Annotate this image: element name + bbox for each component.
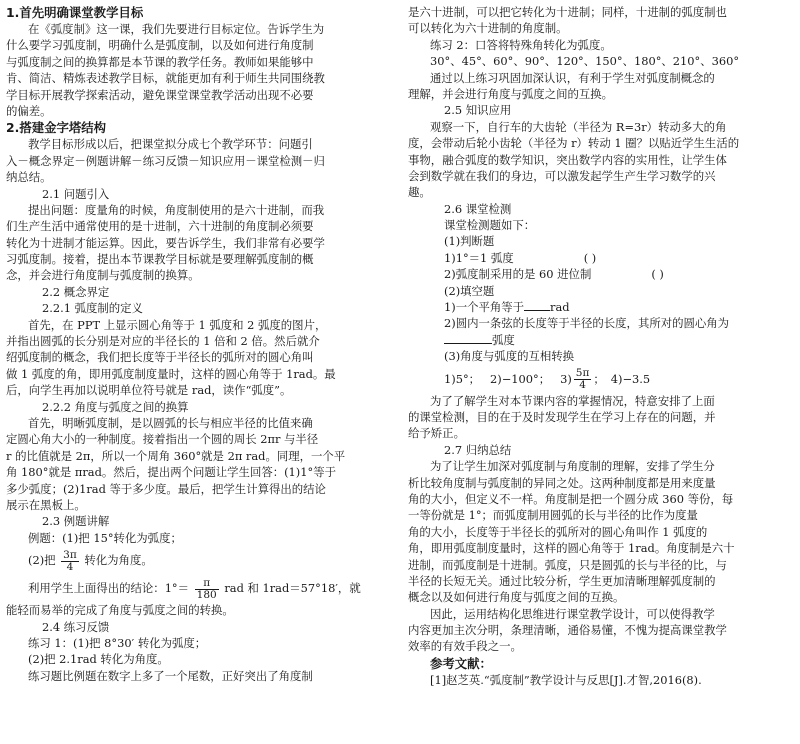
paragraph-line: 教学目标形成以后，把课堂拟分成七个教学环节：问题引: [28, 137, 313, 152]
reference-item: [1]赵芝英.“弧度制”教学设计与反思[J].才智,2016(8).: [430, 672, 702, 687]
section-heading: 2.3 例题讲解: [42, 514, 110, 529]
test-item: [408, 299, 796, 315]
section-heading: 2.7 归纳总结: [444, 442, 512, 457]
paragraph-line: 进制，而弧度制是十进制。弧度，只是圆弧的长与半径的比，与: [408, 557, 727, 572]
paragraph-line: 在《弧度制》这一课，我们先要进行目标定位。告诉学生为: [28, 22, 325, 36]
test-item: [408, 266, 796, 282]
example-line-fraction: [6, 546, 394, 574]
paragraph-line: 首先，明晰弧度制，是以圆弧的长与相应半径的比值来确: [28, 415, 313, 430]
paragraph-line: 念，并会进行角度制与弧度制的换算。: [6, 268, 200, 283]
paragraph-line: 定圆心角大小的一种制度。接着指出一个圆的周长 2πr 与半径: [6, 432, 319, 447]
test-part-heading: (2)填空题: [444, 283, 495, 298]
references-heading: 参考文献：: [430, 655, 492, 671]
paragraph-line: 纳总结。: [6, 170, 52, 185]
conversion-item-1: 1)5°；: [444, 371, 481, 386]
paragraph-line: 事物，融合弧度的数学知识，突出数学内容的实用性，让学生体: [408, 152, 727, 167]
conclusion-suffix: rad 和 1rad＝57°18′，就: [224, 581, 361, 596]
paragraph-line: 角，即用弧度制度量时，这样的圆心角等于 1rad。角度制是六十: [408, 541, 735, 556]
heading-pyramid-structure: 2.搭建金字塔结构: [6, 120, 107, 136]
practice-line: 练习 2：口答将特殊角转化为弧度。: [430, 37, 612, 52]
paragraph-line: 度，会带动后轮小齿轮（半径为 r）转动 1 圈？以贴近学生生活的: [408, 136, 740, 151]
section-heading: 2.6 课堂检测: [444, 201, 512, 216]
conversion-items: [408, 365, 796, 393]
practice-line: (2)把 2.1rad 转化为角度。: [28, 652, 169, 667]
conclusion-line: [6, 574, 394, 602]
paragraph-line: 通过以上练习巩固加深认识，有利于学生对弧度制概念的: [430, 70, 715, 85]
answer-parentheses: ( ): [583, 250, 597, 265]
section-heading: 2.2 概念界定: [42, 284, 110, 299]
paragraph-line: 肯、简洁、精炼表述教学目标，就能更加有利于师生共同围绕教: [6, 71, 325, 86]
test-part-heading: (3)角度与弧度的互相转换: [444, 349, 575, 364]
section-heading: 2.5 知识应用: [444, 103, 512, 118]
paragraph-line: 与弧度制之间的换算都是本节课的教学任务。教师如果能够中: [6, 54, 314, 69]
conclusion-prefix: 利用学生上面得出的结论：1°＝: [28, 581, 190, 596]
left-column: [6, 4, 394, 684]
fill-blank: [444, 333, 492, 344]
paragraph-line: 入－概念界定－例题讲解－练习反馈－知识应用－课堂检测－归: [6, 153, 325, 168]
paragraph-line: 习弧度制。接着，提出本节课教学目标就是要理解弧度制的概: [6, 252, 314, 267]
fraction-numerator: π: [195, 578, 219, 590]
fraction-denominator: 4: [66, 560, 74, 573]
section-heading: 2.1 问题引入: [42, 186, 110, 201]
paragraph-line: 什么要学习弧度制，明确什么是弧度制，以及如何进行角度制: [6, 38, 314, 53]
paragraph-line: 半径的长短无关。通过比较分析，学生更加清晰理解弧度制的: [408, 573, 716, 588]
heading-teaching-goal: 1.首先明确课堂教学目标: [6, 5, 144, 20]
test-intro: 课堂检测题如下：: [444, 218, 536, 233]
paragraph-line: 因此，运用结构化思维进行课堂教学设计，可以使得教学: [430, 606, 715, 621]
paragraph-line: 首先，在 PPT 上显示圆心角等于 1 弧度和 2 弧度的图片，: [28, 317, 327, 332]
fraction-numerator: 5π: [575, 367, 590, 380]
paragraph-line: 提出问题：度量角的时候，角度制使用的是六十进制，而我: [28, 202, 325, 217]
paragraph-line: 的偏差。: [6, 103, 52, 118]
subsection-heading: 2.2.2 角度与弧度之间的换算: [42, 399, 189, 414]
paragraph-line: 一等份就是 1°；而弧度制用圆弧的长与半径的比作为度量: [408, 508, 698, 523]
example-suffix: 转化为角度。: [84, 553, 153, 568]
test-item: 2)圆内一条弦的长度等于半径的长度，其所对的圆心角为: [444, 316, 730, 331]
paragraph-line: 练习题比例题在数字上多了一个尾数，正好突出了角度制: [28, 668, 313, 683]
paragraph-line: 的课堂检测，目的在于及时发现学生在学习上存在的问题，并: [408, 409, 716, 424]
paragraph-line: 趣。: [408, 185, 431, 200]
paragraph-line: 给予矫正。: [408, 426, 465, 441]
paragraph-line: 做 1 弧度的角，即用弧度制度量时，这样的圆心角等于 1rad。最: [6, 366, 336, 381]
paragraph-line: 概念以及如何进行角度与弧度之间的互换。: [408, 590, 625, 605]
fraction-pi-over-180: [195, 578, 219, 601]
fraction-numerator: 3π: [63, 548, 77, 561]
paragraph-line: 后，向学生再加以说明单位符号就是 rad，读作“弧度”。: [6, 383, 292, 398]
paragraph-line: 并指出圆弧的长分别是对应的半径长的 1 倍和 2 倍。然后就介: [6, 334, 320, 349]
paragraph-line: 是六十进制，可以把它转化为十进制；同样，十进制的弧度制也: [408, 5, 727, 19]
fraction-denominator: 180: [196, 588, 217, 601]
paragraph-line: 展示在黑板上。: [6, 497, 86, 512]
paragraph-line: 角 180°就是 πrad。然后，提出两个问题让学生回答：(1)1°等于: [6, 465, 336, 480]
paragraph-line: 观察一下，自行车的大齿轮（半径为 R=3r）转动多大的角: [430, 119, 727, 134]
paragraph-line: 理解，并会进行角度与弧度之间的互换。: [408, 86, 614, 101]
paragraph-line: 绍弧度制的概念，我们把长度等于半径长的弧所对的圆心角叫: [6, 350, 314, 365]
paragraph-line: 内容更加主次分明，条理清晰，通俗易懂，不愧为提高课堂教学: [408, 623, 727, 638]
section-heading: 2.4 练习反馈: [42, 619, 110, 634]
paragraph-line: 们生产生活中通常使用的是十进制，六十进制的角度制必须要: [6, 219, 314, 234]
fraction-3pi-over-4: [61, 550, 79, 573]
paragraph-line: 学目标开展教学探索活动，避免课堂课堂教学活动出现不必要: [6, 87, 314, 102]
paragraph-line: 角的大小，但定义不一样。角度制是把一个圆分成 360 等份，每: [408, 491, 734, 506]
paragraph-line: 为了让学生加深对弧度制与角度制的理解，安排了学生分: [430, 459, 715, 474]
angle-list: 30°、45°、60°、90°、120°、150°、180°、210°、360°: [430, 54, 740, 69]
separator: ；: [593, 371, 605, 386]
conversion-item-4: 4)−3.5: [610, 371, 651, 386]
answer-parentheses: ( ): [651, 267, 664, 282]
paragraph-line: 会到数学就在我们的身边，可以激发起学生产生学习数学的兴: [408, 168, 716, 183]
conversion-item-3: 3): [560, 371, 572, 386]
practice-line: 练习 1：(1)把 8°30′ 转化为弧度；: [28, 635, 207, 650]
right-column: [408, 4, 796, 688]
paragraph-line: r 的比值就是 2π，所以一个周角 360°就是 2π rad。同理，一个平: [6, 448, 346, 463]
paragraph-line: 角的大小，长度等于半径长的弧所对的圆心角叫作 1 弧度的: [408, 524, 708, 539]
test-item: [408, 250, 796, 266]
paragraph-line: 效率的有效手段之一。: [408, 639, 522, 654]
test-part-heading: (1)判断题: [444, 234, 495, 249]
test-item-text: 1)一个平角等于: [444, 300, 525, 315]
paragraph-line: 转化为十进制才能运算。因此，要告诉学生，我们非常有必要学: [6, 235, 325, 250]
fill-blank: [524, 300, 550, 311]
paragraph-line: 为了了解学生对本节课内容的掌握情况，特意安排了上面: [430, 393, 715, 408]
example-line: 例题：(1)把 15°转化为弧度；: [28, 530, 182, 545]
paragraph-line: 多少弧度；(2)1rad 等于多少度。最后，把学生计算得出的结论: [6, 481, 326, 496]
paragraph-line: 能轻而易举的完成了角度与弧度之间的转换。: [6, 603, 234, 618]
fraction-denominator: 4: [579, 379, 586, 392]
test-item-text: 2)弧度制采用的是 60 进位制: [444, 267, 592, 282]
test-item-text: 1)1°＝1 弧度: [444, 250, 514, 265]
paragraph-line: 析比较角度制与弧度制的异同之处。这两种制度都是用来度量: [408, 475, 716, 490]
unit-text: 弧度: [492, 332, 515, 347]
conversion-item-2: 2)−100°；: [490, 371, 551, 386]
subsection-heading: 2.2.1 弧度制的定义: [42, 301, 143, 316]
fraction-5pi-over-4: [574, 368, 592, 391]
example-prefix: (2)把: [28, 553, 56, 568]
unit-text: rad: [550, 300, 570, 315]
paragraph-line: 可以转化为六十进制的角度制。: [408, 21, 568, 36]
test-item: [408, 332, 796, 348]
